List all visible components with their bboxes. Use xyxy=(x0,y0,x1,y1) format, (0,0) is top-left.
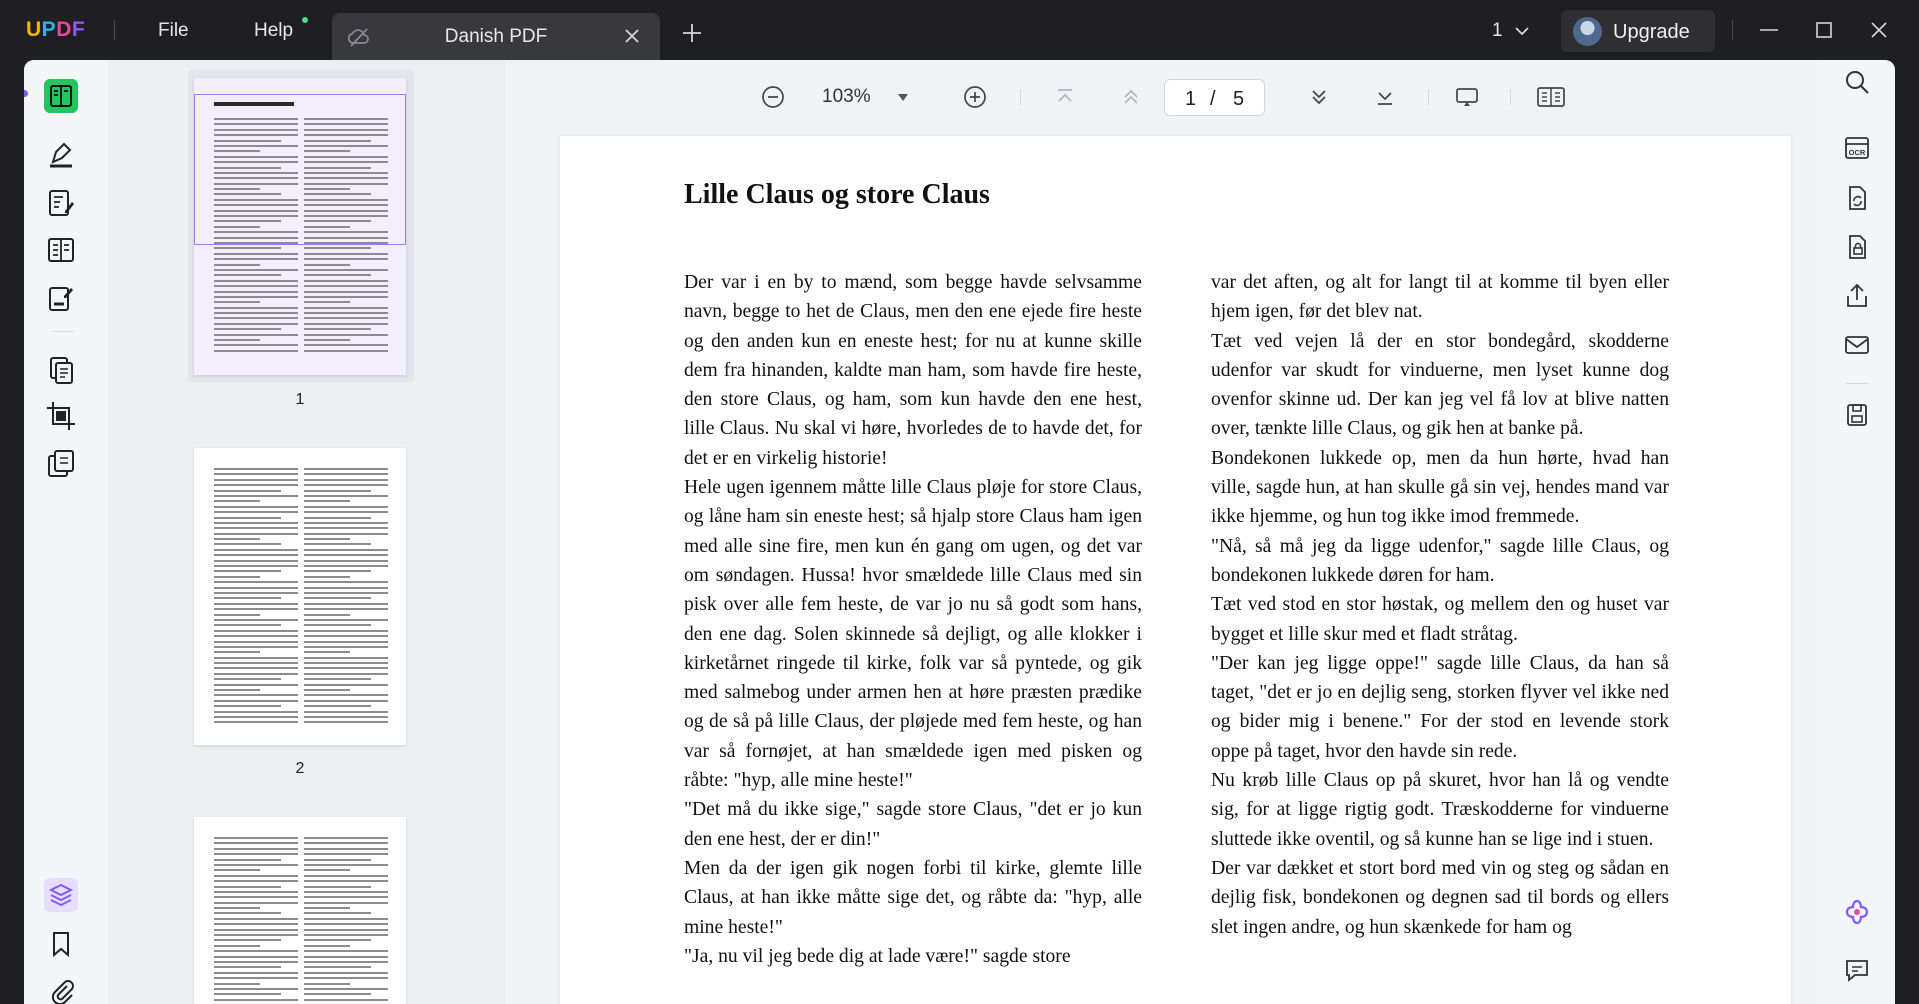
paragraph: Der var i en by to mænd, som begge havde selvsamme navn, begge to het de Claus, men den ene ejede fire heste og den anden kun en eneste hest; for nu at kunne skille dem fra hinanden, kaldte man ham, som havde fire heste, den store Claus, og ham, som kun havde den ene hest, lille Claus. Nu skal vi høre, hvorledes de to havde det, for det er en virkelig historie! xyxy=(684,272,1142,469)
attachment-icon[interactable] xyxy=(43,974,79,1004)
thumb-text-line xyxy=(214,619,298,621)
thumb-text-line xyxy=(304,950,388,952)
thumb-text-line xyxy=(214,581,298,583)
thumb-text-line xyxy=(304,939,371,941)
thumb-text-line xyxy=(304,923,388,925)
thumb-text-line xyxy=(214,842,298,844)
thumb-text-line xyxy=(304,608,388,610)
thumb-text-line xyxy=(304,624,371,626)
thumb-text-line xyxy=(214,603,298,605)
thumb-text-line xyxy=(304,945,350,947)
window-page-indicator[interactable]: 1 xyxy=(1492,20,1503,41)
thumb-text-line xyxy=(214,490,281,492)
thumb-text-line xyxy=(304,918,388,920)
title-bar xyxy=(0,0,1919,60)
thumb-text-line xyxy=(304,554,388,556)
thumb-text-line xyxy=(214,956,298,958)
thumb-text-line xyxy=(214,597,281,599)
thumb-text-line xyxy=(214,484,298,486)
thumb-text-line xyxy=(214,522,298,524)
thumb-text-line xyxy=(214,334,298,336)
thumb-text-line xyxy=(214,880,298,882)
thumbnail-page-2[interactable] xyxy=(194,448,406,745)
thumb-text-line xyxy=(214,837,298,839)
paragraph: "Der kan jeg ligge oppe!" sagde lille Claus, da han så taget, "det er jo en dejlig seng, storken flyver vel ikke ned og bider mig i benene." For der stod en levende stork oppe på taget, hvor den havde sin rede. xyxy=(1211,652,1669,762)
thumb-text-line xyxy=(304,912,371,914)
paragraph: Tæt ved stod en stor høstak, og mellem den og huset var bygget et lille skur med et fladt stråtag. xyxy=(1211,594,1669,645)
menu-file[interactable]: File xyxy=(158,20,189,41)
thumb-text-line xyxy=(214,961,298,963)
document-title: Lille Claus og store Claus xyxy=(684,179,990,210)
thumb-text-line xyxy=(214,247,281,249)
toolbar-separator xyxy=(1428,89,1429,105)
thumb-text-line xyxy=(304,350,388,352)
thumb-text-line xyxy=(214,350,298,352)
current-page[interactable]: 1 xyxy=(1185,88,1197,110)
thumb-text-line xyxy=(304,875,388,877)
thumb-text-line xyxy=(214,587,298,589)
thumb-text-line xyxy=(304,896,388,898)
thumb-text-line xyxy=(214,641,298,643)
total-pages: 5 xyxy=(1233,88,1245,110)
thumb-text-line xyxy=(214,684,298,686)
thumb-text-line xyxy=(304,323,388,325)
paragraph: Hele ugen igennem måtte lille Claus pløje for store Claus, og låne ham sin eneste hest; så hjalp store Claus ham igen med alle sine fire, men kun én gang om ugen, og det var om søndagen. Hussa! hvor smældede lille Claus med sin pisk over alle fem heste, de var jo nu så godt som hans, den ene dag. Solen skinnede så dejligt, og alle klokker i kirketårnet ringede til kirke, folk var så pyntede, og gik med salmebog under armen hen at høre præsten prædike og de så på lille Claus, der pløjede med fem heste, og han var så fornøjet, at han smældede igen med pisken og råbte: "hyp, alle mine heste!" xyxy=(684,477,1142,792)
thumb-text-line xyxy=(214,592,298,594)
crop-icon[interactable] xyxy=(43,398,79,434)
thumb-text-line xyxy=(304,269,388,271)
thumb-text-line xyxy=(304,484,388,486)
layers-icon[interactable] xyxy=(43,877,79,913)
thumb-text-line xyxy=(304,988,388,990)
thumb-text-line xyxy=(304,258,388,260)
thumb-text-line xyxy=(214,859,281,861)
thumb-text-line xyxy=(304,657,388,659)
title-divider xyxy=(114,20,115,40)
thumb-text-column xyxy=(214,468,298,727)
thumb-text-line xyxy=(304,264,350,266)
thumb-text-line xyxy=(304,603,388,605)
thumb-text-line xyxy=(304,581,388,583)
thumb-text-line xyxy=(214,274,281,276)
thumb-text-line xyxy=(304,853,388,855)
thumb-text-line xyxy=(304,344,388,346)
paragraph: Nu krøb lille Claus op på skuret, hvor han lå og vendte sig, for at ligge rigtig godt. Træskodderne for vinduerne sluttede ikke oventil, og så kunne han se lige ind i stuen. xyxy=(1211,770,1669,850)
text-column-right xyxy=(1211,268,1669,942)
thumb-text-column xyxy=(304,468,388,727)
thumb-text-line xyxy=(214,939,281,941)
thumb-text-line xyxy=(214,983,260,985)
thumb-text-line xyxy=(304,902,388,904)
search-icon[interactable] xyxy=(1843,68,1871,96)
batch-icon[interactable] xyxy=(43,446,79,482)
thumb-text-line xyxy=(304,576,350,578)
thumb-text-column xyxy=(304,837,388,1004)
thumb-text-line xyxy=(304,597,371,599)
thumb-text-line xyxy=(214,934,298,936)
thumb-text-line xyxy=(304,570,371,572)
thumb-text-line xyxy=(304,864,388,866)
thumb-text-line xyxy=(304,490,371,492)
thumb-text-line xyxy=(304,560,388,562)
thumb-text-line xyxy=(214,966,281,968)
form-icon[interactable] xyxy=(43,280,79,316)
ocr-icon[interactable] xyxy=(1843,134,1871,162)
thumb-text-line xyxy=(304,527,388,529)
thumb-text-line xyxy=(304,721,388,723)
thumbnail-page-3[interactable] xyxy=(194,817,406,1004)
help-notification-dot xyxy=(302,17,308,23)
thumb-text-line xyxy=(214,538,260,540)
thumb-text-line xyxy=(214,506,298,508)
thumb-text-line xyxy=(214,328,281,330)
maximize-icon[interactable] xyxy=(1812,18,1836,42)
thumb-text-line xyxy=(214,511,298,513)
thumb-text-line xyxy=(304,253,388,255)
thumb-text-line xyxy=(304,956,388,958)
thumb-text-line xyxy=(214,630,298,632)
thumb-text-line xyxy=(214,264,260,266)
thumb-text-line xyxy=(214,570,281,572)
thumb-text-line xyxy=(304,511,388,513)
thumb-text-line xyxy=(214,646,298,648)
thumb-text-line xyxy=(214,479,298,481)
thumb-text-line xyxy=(214,945,260,947)
minimize-icon[interactable] xyxy=(1757,18,1781,42)
thumb-text-line xyxy=(214,635,298,637)
thumb-text-line xyxy=(304,328,371,330)
new-tab-icon[interactable] xyxy=(681,22,703,44)
share-icon[interactable] xyxy=(1843,282,1871,310)
edit-pdf-icon[interactable] xyxy=(43,185,79,221)
thumb-text-line xyxy=(214,993,281,995)
thumb-text-line xyxy=(214,543,281,545)
right-toolbar xyxy=(1817,60,1895,1004)
thumb-text-line xyxy=(214,344,298,346)
thumb-text-line xyxy=(214,853,298,855)
thumb-text-line xyxy=(304,630,388,632)
thumb-text-line xyxy=(214,500,260,502)
thumb-text-line xyxy=(304,285,388,287)
thumb-text-line xyxy=(214,657,298,659)
thumb-text-line xyxy=(304,296,388,298)
thumb-text-line xyxy=(214,269,298,271)
thumb-text-line xyxy=(214,700,298,702)
paragraph: Bondekonen lukkede op, men da hun hørte, hvad han ville, sagde hun, at han skulle gå sin vej, hendes mand var ikke hjemme, og hun tog ikke imod fremmede. xyxy=(1211,447,1669,528)
thumb-text-line xyxy=(214,301,260,303)
zoom-dropdown-caret[interactable] xyxy=(898,94,908,101)
thumb-text-line xyxy=(214,651,260,653)
thumb-text-line xyxy=(304,587,388,589)
paragraph: var det aften, og alt for langt til at komme til byen eller hjem igen, før det blev nat. xyxy=(1211,272,1669,323)
thumb-text-line xyxy=(304,859,371,861)
thumb-text-line xyxy=(214,848,298,850)
paragraph: "Ja, nu vil jeg bede dig at lade være!" sagde store xyxy=(684,945,1071,967)
thumb-text-line xyxy=(304,929,388,931)
next-page-icon[interactable] xyxy=(1306,84,1332,110)
zoom-in-icon[interactable] xyxy=(962,84,988,110)
thumb-text-line xyxy=(304,689,350,691)
thumb-text-line xyxy=(304,280,388,282)
paragraph: Men da der igen gik nogen forbi til kirke, glemte lille Claus, at han ikke måtte sige det, og råbte da: "hyp, alle mine heste!" xyxy=(684,857,1142,938)
pdf-page xyxy=(560,136,1791,1004)
page-separator: / xyxy=(1210,88,1216,110)
thumb-text-line xyxy=(304,848,388,850)
thumb-text-line xyxy=(214,307,298,309)
thumb-text-line xyxy=(304,614,350,616)
thumb-text-line xyxy=(304,538,350,540)
thumb-text-line xyxy=(304,966,371,968)
toolbar-separator xyxy=(1846,383,1868,384)
thumb-text-line xyxy=(214,886,281,888)
thumb-text-line xyxy=(214,296,298,298)
thumb-text-line xyxy=(214,565,298,567)
page-layout-icon[interactable] xyxy=(43,232,79,268)
thumb-text-line xyxy=(214,711,298,713)
previous-page-icon[interactable] xyxy=(1118,84,1144,110)
thumb-text-line xyxy=(214,280,298,282)
organize-pages-icon[interactable] xyxy=(43,352,79,388)
protect-icon[interactable] xyxy=(1843,233,1871,261)
reader-mode-icon[interactable] xyxy=(43,78,79,114)
thumb-text-line xyxy=(214,468,298,470)
thumb-text-line xyxy=(214,339,260,341)
thumb-text-line xyxy=(214,312,298,314)
thumb-text-line xyxy=(214,721,298,723)
text-column-left xyxy=(684,268,1142,971)
first-page-icon[interactable] xyxy=(1052,84,1078,110)
thumb-text-line xyxy=(304,312,388,314)
svg-text:OCR: OCR xyxy=(1848,148,1866,157)
thumb-text-line xyxy=(304,972,388,974)
thumb-text-line xyxy=(214,678,281,680)
thumb-text-line xyxy=(214,549,298,551)
thumb-text-line xyxy=(214,907,260,909)
thumbnail-panel xyxy=(108,60,506,1004)
close-tab-icon[interactable] xyxy=(620,24,644,48)
thumb-text-line xyxy=(304,334,388,336)
thumb-text-line xyxy=(214,999,298,1001)
thumb-text-line xyxy=(304,880,388,882)
thumb-text-line xyxy=(304,549,388,551)
app-area xyxy=(24,60,1895,1004)
thumbnail-number: 2 xyxy=(295,760,305,777)
thumb-text-line xyxy=(214,869,260,871)
thumb-text-line xyxy=(304,837,388,839)
toolbar-separator xyxy=(1020,89,1021,105)
thumb-text-line xyxy=(304,662,388,664)
thumb-text-line xyxy=(214,923,298,925)
chevron-down-icon[interactable] xyxy=(1513,22,1531,40)
thumb-text-line xyxy=(304,961,388,963)
thumb-text-line xyxy=(214,891,298,893)
paragraph: Der var dækket et stort bord med vin og steg og sådan en dejlig fisk, bondekonen og degnen sad til bords og ellers slet ingen andre, og hun skænkede for ham og xyxy=(1211,857,1669,938)
upgrade-label: Upgrade xyxy=(1613,21,1690,43)
thumb-text-line xyxy=(304,716,388,718)
thumb-text-line xyxy=(304,694,388,696)
thumb-text-line xyxy=(214,317,298,319)
title-divider xyxy=(1732,20,1733,40)
thumb-text-line xyxy=(214,554,298,556)
upgrade-button[interactable] xyxy=(1561,10,1715,52)
thumb-text-line xyxy=(304,317,388,319)
left-toolbar xyxy=(24,60,108,1004)
thumb-text-line xyxy=(214,977,298,979)
thumb-text-line xyxy=(304,274,371,276)
thumb-text-line xyxy=(214,864,298,866)
thumb-text-line xyxy=(304,592,388,594)
thumb-text-line xyxy=(304,495,388,497)
thumbnail-number: 1 xyxy=(295,391,305,408)
thumb-text-line xyxy=(214,918,298,920)
page-display-icon[interactable] xyxy=(1536,84,1566,110)
thumb-text-line xyxy=(214,950,298,952)
thumb-text-line xyxy=(304,684,388,686)
toolbar-separator xyxy=(1510,89,1511,105)
thumb-text-line xyxy=(304,977,388,979)
thumb-text-line xyxy=(304,522,388,524)
thumb-text-line xyxy=(304,907,350,909)
highlighter-icon[interactable] xyxy=(43,135,79,171)
thumb-text-line xyxy=(214,673,298,675)
thumb-text-line xyxy=(214,988,298,990)
thumb-text-line xyxy=(304,500,350,502)
thumb-text-line xyxy=(304,533,388,535)
active-mode-dot xyxy=(24,90,28,97)
thumb-text-line xyxy=(304,473,388,475)
thumb-text-line xyxy=(304,339,350,341)
thumb-text-line xyxy=(214,608,298,610)
thumb-text-line xyxy=(304,468,388,470)
page-number-box[interactable] xyxy=(1164,79,1265,116)
close-window-icon[interactable] xyxy=(1867,18,1891,42)
thumb-text-line xyxy=(304,651,350,653)
ai-assistant-icon[interactable] xyxy=(1843,898,1871,926)
thumb-text-line xyxy=(214,624,281,626)
thumb-text-line xyxy=(304,517,371,519)
toolbar-separator xyxy=(52,331,74,332)
thumb-text-line xyxy=(304,543,371,545)
email-icon[interactable] xyxy=(1843,331,1871,359)
thumb-text-line xyxy=(304,479,388,481)
paragraph: "Nå, så må jeg da ligge udenfor," sagde lille Claus, og bondekonen lukkede døren for ham. xyxy=(1211,535,1669,586)
thumb-text-line xyxy=(304,565,388,567)
thumb-text-line xyxy=(304,646,388,648)
bookmark-icon[interactable] xyxy=(43,926,79,962)
thumb-text-line xyxy=(214,258,298,260)
thumb-text-line xyxy=(304,641,388,643)
thumb-text-line xyxy=(304,886,371,888)
thumb-text-line xyxy=(304,842,388,844)
thumb-text-line xyxy=(304,869,350,871)
paragraph: "Det må du ikke sige," sagde store Claus, "det er jo kun den ene hest, der er din!" xyxy=(684,799,1142,850)
thumb-text-line xyxy=(214,517,281,519)
thumb-text-line xyxy=(214,972,298,974)
document-viewer xyxy=(506,60,1817,1004)
thumb-text-line xyxy=(304,635,388,637)
tab-title: Danish PDF xyxy=(444,26,548,47)
thumb-text-line xyxy=(214,929,298,931)
thumb-text-line xyxy=(214,533,298,535)
thumb-text-line xyxy=(304,700,388,702)
view-toolbar xyxy=(506,60,1817,136)
thumb-text-line xyxy=(304,301,350,303)
zoom-out-icon[interactable] xyxy=(760,84,786,110)
thumb-text-line xyxy=(304,711,388,713)
thumb-text-line xyxy=(214,285,298,287)
thumb-text-column xyxy=(214,837,298,1004)
paragraph: Tæt ved vejen lå der en stor bondegård, skodderne udenfor var skudt for vinduerne, men lyset kunne dog ovenfor skinne ud. Der kan jeg vel få lov at blive natten over, tænkte lille Claus, og gik hen at banke på. xyxy=(1211,330,1669,440)
convert-icon[interactable] xyxy=(1843,184,1871,212)
thumb-text-line xyxy=(214,875,298,877)
zoom-level[interactable]: 103% xyxy=(822,86,871,107)
thumb-text-line xyxy=(304,934,388,936)
tab-danish-pdf[interactable] xyxy=(332,13,660,60)
thumb-text-line xyxy=(304,993,371,995)
thumb-text-line xyxy=(304,983,350,985)
thumb-text-line xyxy=(304,673,388,675)
thumb-text-line xyxy=(214,291,298,293)
presentation-icon[interactable] xyxy=(1454,84,1480,110)
thumb-text-line xyxy=(214,614,260,616)
thumb-text-line xyxy=(304,291,388,293)
thumb-text-line xyxy=(304,506,388,508)
thumb-text-line xyxy=(214,662,298,664)
thumb-text-line xyxy=(214,323,298,325)
avatar xyxy=(1573,17,1602,46)
viewport-frame xyxy=(194,94,406,245)
thumb-text-line xyxy=(214,716,298,718)
thumb-text-line xyxy=(214,694,298,696)
thumb-text-line xyxy=(214,253,298,255)
thumb-text-line xyxy=(304,705,371,707)
save-icon[interactable] xyxy=(1843,401,1871,429)
thumb-text-line xyxy=(214,473,298,475)
thumb-text-line xyxy=(214,902,298,904)
updf-logo[interactable]: UPDF xyxy=(26,18,86,41)
menu-help[interactable]: Help xyxy=(254,20,294,41)
thumbnail-page-1[interactable] xyxy=(194,78,406,375)
thumb-text-line xyxy=(214,495,298,497)
comment-icon[interactable] xyxy=(1843,956,1871,984)
thumb-text-line xyxy=(304,999,388,1001)
thumb-text-line xyxy=(304,678,371,680)
thumb-text-line xyxy=(304,619,388,621)
thumb-text-line xyxy=(214,667,298,669)
thumb-text-line xyxy=(214,689,260,691)
thumb-text-line xyxy=(214,527,298,529)
thumb-text-line xyxy=(214,560,298,562)
thumb-text-line xyxy=(214,576,260,578)
thumb-text-line xyxy=(304,247,371,249)
last-page-icon[interactable] xyxy=(1372,84,1398,110)
thumb-text-line xyxy=(304,307,388,309)
thumb-text-line xyxy=(304,667,388,669)
thumb-text-line xyxy=(214,912,281,914)
thumb-text-line xyxy=(214,896,298,898)
thumb-text-line xyxy=(214,705,281,707)
thumb-text-line xyxy=(304,891,388,893)
